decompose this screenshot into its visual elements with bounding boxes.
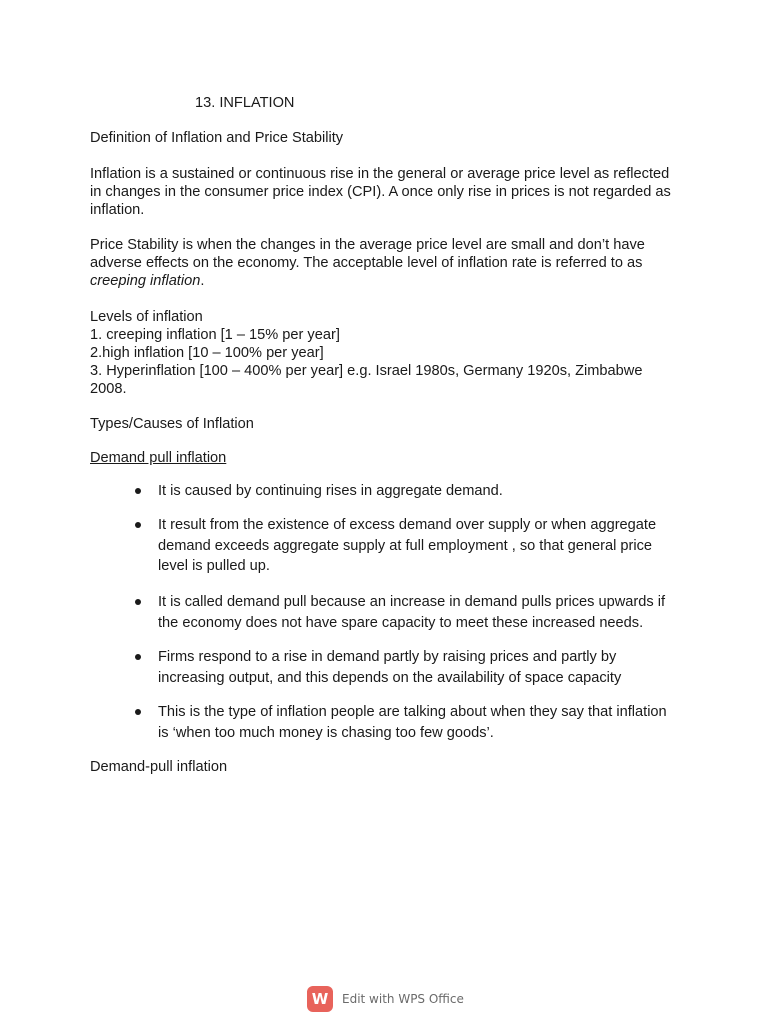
bullet-text: This is the type of inflation people are talking about when they say that inflation is ‘when too much money is chasing too few goods’. <box>158 704 667 741</box>
bullet-text: It is caused by continuing rises in aggregate demand. <box>158 483 503 499</box>
creeping-inflation-italic: creeping inflation <box>90 273 201 289</box>
types-causes-heading: Types/Causes of Inflation <box>90 416 254 432</box>
inflation-definition <box>90 165 680 219</box>
chapter-title: 13. INFLATION <box>195 95 295 111</box>
edit-with-wps-office-badge[interactable] <box>307 985 464 1012</box>
wps-badge-label: Edit with WPS Office <box>342 991 464 1006</box>
bullet-dot-icon <box>135 709 141 715</box>
price-stability-term: Price Stability <box>90 237 179 253</box>
section-heading: Definition of Inflation and Price Stability <box>90 130 344 146</box>
bullet-dot-icon <box>135 488 141 494</box>
bullet-dot-icon <box>135 522 141 528</box>
inflation-text: is a sustained or continuous rise in the general or average price level as reflected in changes in the consumer price index (CPI). A once only rise in prices is not regarded as inflation. <box>90 166 671 218</box>
level-item-high: 2.high inflation [10 – 100% per year] <box>90 345 324 361</box>
price-stability-text: is when the changes in the average price level are small and don’t have adverse effects on the economy. The acceptable level of inflation rate is referred to as <box>90 237 645 271</box>
demand-pull-heading: Demand pull inflation <box>90 450 227 466</box>
bullet-text: It result from the existence of excess demand over supply or when aggregate demand exceeds aggregate supply at full employment , so that general price level is pulled up. <box>158 517 657 574</box>
bullet-text: Firms respond to a rise in demand partly by raising prices and partly by increasing output, and this depends on the availability of space capacity <box>158 649 622 686</box>
bullet-dot-icon <box>135 654 141 660</box>
price-stability-definition <box>90 236 680 290</box>
bullet-text: It is called demand pull because an increase in demand pulls prices upwards if the economy does not have spare capacity to meet these increased needs. <box>158 594 666 631</box>
inflation-term: Inflation <box>90 166 142 182</box>
bullet-dot-icon <box>135 599 141 605</box>
wps-logo-icon: W <box>307 986 333 1012</box>
levels-of-inflation <box>90 308 680 398</box>
price-stability-end: . <box>200 273 205 289</box>
levels-heading: Levels of inflation <box>90 309 203 325</box>
level-item-hyper: 3. Hyperinflation [100 – 400% per year] e.g. Israel 1980s, Germany 1920s, Zimbabwe 2008. <box>90 363 643 397</box>
level-item-creeping: 1. creeping inflation [1 – 15% per year] <box>90 327 340 343</box>
demand-pull-heading-2: Demand-pull inflation <box>90 759 228 775</box>
